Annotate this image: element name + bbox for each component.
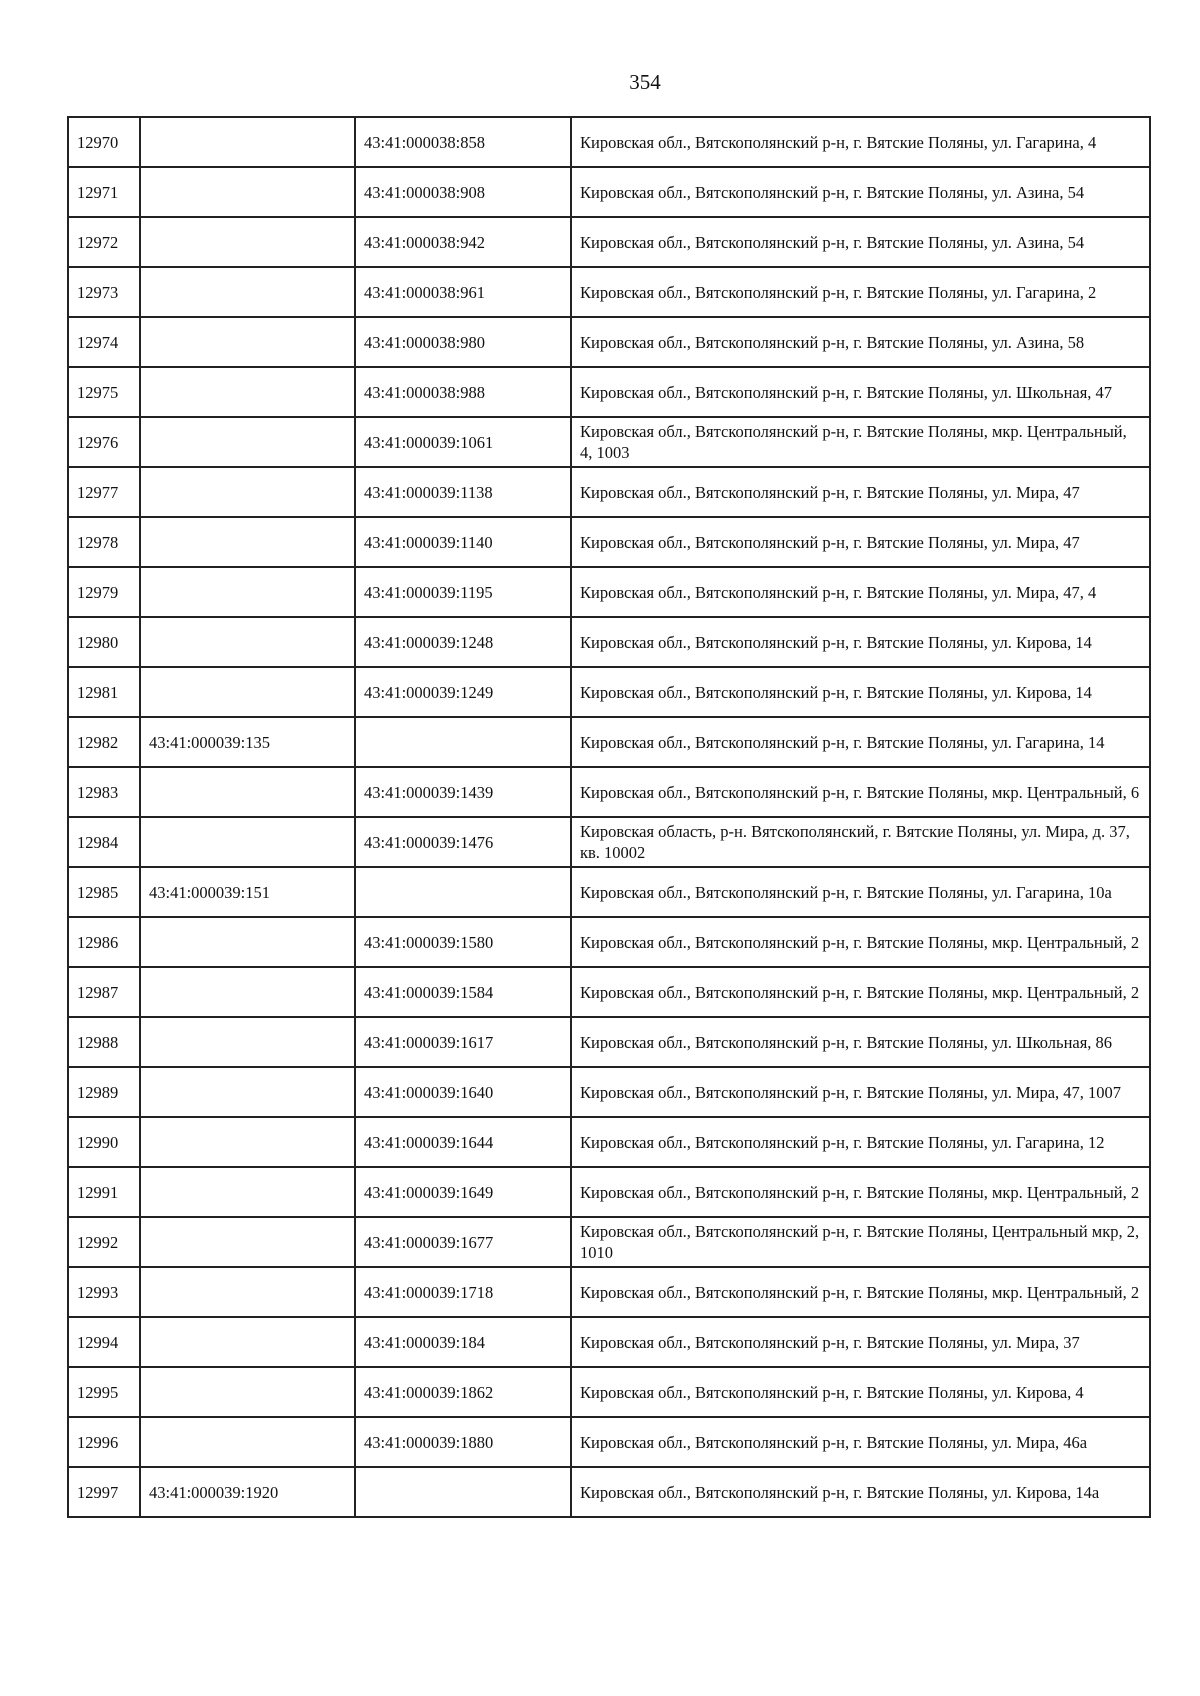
cadastral-number-cell — [140, 1267, 355, 1317]
object-cadastral-number-cell: 43:41:000039:1248 — [355, 617, 571, 667]
row-number-cell: 12981 — [68, 667, 140, 717]
table-row — [68, 267, 1150, 317]
table-row — [68, 917, 1150, 967]
row-number-cell: 12997 — [68, 1467, 140, 1517]
table-row — [68, 567, 1150, 617]
table-row — [68, 1417, 1150, 1467]
object-cadastral-number-cell: 43:41:000038:980 — [355, 317, 571, 367]
table-row — [68, 767, 1150, 817]
table-row — [68, 1067, 1150, 1117]
cadastral-number-cell — [140, 1417, 355, 1467]
table-row — [68, 617, 1150, 667]
table-row — [68, 1017, 1150, 1067]
address-cell: Кировская обл., Вятскополянский р-н, г. Вятские Поляны, мкр. Центральный, 4, 1003 — [571, 417, 1150, 467]
address-cell: Кировская обл., Вятскополянский р-н, г. Вятские Поляны, ул. Мира, 47, 1007 — [571, 1067, 1150, 1117]
row-number-cell: 12989 — [68, 1067, 140, 1117]
object-cadastral-number-cell: 43:41:000039:1862 — [355, 1367, 571, 1417]
cadastral-number-cell — [140, 667, 355, 717]
row-number-cell: 12991 — [68, 1167, 140, 1217]
cadastral-number-cell — [140, 367, 355, 417]
table-row — [68, 317, 1150, 367]
object-cadastral-number-cell: 43:41:000038:942 — [355, 217, 571, 267]
address-cell: Кировская обл., Вятскополянский р-н, г. Вятские Поляны, ул. Гагарина, 10а — [571, 867, 1150, 917]
object-cadastral-number-cell: 43:41:000039:184 — [355, 1317, 571, 1367]
row-number-cell: 12987 — [68, 967, 140, 1017]
cadastral-number-cell — [140, 967, 355, 1017]
table-row — [68, 667, 1150, 717]
row-number-cell: 12974 — [68, 317, 140, 367]
object-cadastral-number-cell: 43:41:000039:1644 — [355, 1117, 571, 1167]
address-cell: Кировская обл., Вятскополянский р-н, г. Вятские Поляны, ул. Кирова, 14 — [571, 617, 1150, 667]
table-row — [68, 367, 1150, 417]
row-number-cell: 12970 — [68, 117, 140, 167]
cadastral-number-cell: 43:41:000039:151 — [140, 867, 355, 917]
address-cell: Кировская обл., Вятскополянский р-н, г. Вятские Поляны, ул. Гагарина, 2 — [571, 267, 1150, 317]
object-cadastral-number-cell — [355, 867, 571, 917]
table-row — [68, 467, 1150, 517]
registry-table — [67, 116, 1151, 1518]
address-cell: Кировская обл., Вятскополянский р-н, г. Вятские Поляны, ул. Кирова, 4 — [571, 1367, 1150, 1417]
row-number-cell: 12986 — [68, 917, 140, 967]
address-cell: Кировская обл., Вятскополянский р-н, г. Вятские Поляны, ул. Азина, 58 — [571, 317, 1150, 367]
table-row — [68, 717, 1150, 767]
page-number: 354 — [629, 70, 661, 94]
row-number-cell: 12973 — [68, 267, 140, 317]
address-cell: Кировская обл., Вятскополянский р-н, г. Вятские Поляны, ул. Кирова, 14 — [571, 667, 1150, 717]
address-cell: Кировская обл., Вятскополянский р-н, г. Вятские Поляны, мкр. Центральный, 2 — [571, 1167, 1150, 1217]
row-number-cell: 12995 — [68, 1367, 140, 1417]
cadastral-number-cell — [140, 1367, 355, 1417]
address-cell: Кировская обл., Вятскополянский р-н, г. Вятские Поляны, ул. Гагарина, 4 — [571, 117, 1150, 167]
table-row — [68, 1467, 1150, 1517]
table-row — [68, 817, 1150, 867]
object-cadastral-number-cell: 43:41:000038:961 — [355, 267, 571, 317]
cadastral-number-cell — [140, 417, 355, 467]
object-cadastral-number-cell: 43:41:000039:1195 — [355, 567, 571, 617]
address-cell: Кировская обл., Вятскополянский р-н, г. Вятские Поляны, ул. Мира, 46а — [571, 1417, 1150, 1467]
table-row — [68, 417, 1150, 467]
object-cadastral-number-cell: 43:41:000039:1138 — [355, 467, 571, 517]
table-row — [68, 117, 1150, 167]
table-row — [68, 1367, 1150, 1417]
table-row — [68, 1167, 1150, 1217]
object-cadastral-number-cell — [355, 717, 571, 767]
cadastral-number-cell — [140, 117, 355, 167]
registry-table-body — [68, 117, 1150, 1517]
table-row — [68, 1267, 1150, 1317]
row-number-cell: 12993 — [68, 1267, 140, 1317]
address-cell: Кировская обл., Вятскополянский р-н, г. Вятские Поляны, ул. Мира, 47, 4 — [571, 567, 1150, 617]
row-number-cell: 12985 — [68, 867, 140, 917]
row-number-cell: 12972 — [68, 217, 140, 267]
address-cell: Кировская обл., Вятскополянский р-н, г. Вятские Поляны, ул. Гагарина, 12 — [571, 1117, 1150, 1167]
cadastral-number-cell — [140, 567, 355, 617]
object-cadastral-number-cell: 43:41:000038:858 — [355, 117, 571, 167]
address-cell: Кировская обл., Вятскополянский р-н, г. Вятские Поляны, ул. Мира, 47 — [571, 467, 1150, 517]
cadastral-number-cell — [140, 1217, 355, 1267]
object-cadastral-number-cell: 43:41:000039:1476 — [355, 817, 571, 867]
object-cadastral-number-cell: 43:41:000038:908 — [355, 167, 571, 217]
object-cadastral-number-cell: 43:41:000039:1061 — [355, 417, 571, 467]
table-row — [68, 867, 1150, 917]
row-number-cell: 12978 — [68, 517, 140, 567]
object-cadastral-number-cell: 43:41:000039:1677 — [355, 1217, 571, 1267]
cadastral-number-cell — [140, 1067, 355, 1117]
row-number-cell: 12982 — [68, 717, 140, 767]
row-number-cell: 12975 — [68, 367, 140, 417]
cadastral-number-cell — [140, 1017, 355, 1067]
table-row — [68, 1317, 1150, 1367]
cadastral-number-cell — [140, 767, 355, 817]
address-cell: Кировская обл., Вятскополянский р-н, г. Вятские Поляны, Центральный мкр, 2, 1010 — [571, 1217, 1150, 1267]
object-cadastral-number-cell — [355, 1467, 571, 1517]
address-cell: Кировская обл., Вятскополянский р-н, г. Вятские Поляны, мкр. Центральный, 2 — [571, 967, 1150, 1017]
cadastral-number-cell — [140, 1117, 355, 1167]
row-number-cell: 12976 — [68, 417, 140, 467]
table-row — [68, 167, 1150, 217]
table-row — [68, 967, 1150, 1017]
object-cadastral-number-cell: 43:41:000039:1718 — [355, 1267, 571, 1317]
row-number-cell: 12984 — [68, 817, 140, 867]
address-cell: Кировская обл., Вятскополянский р-н, г. Вятские Поляны, ул. Мира, 47 — [571, 517, 1150, 567]
cadastral-number-cell — [140, 1167, 355, 1217]
object-cadastral-number-cell: 43:41:000039:1649 — [355, 1167, 571, 1217]
address-cell: Кировская область, р-н. Вятскополянский, г. Вятские Поляны, ул. Мира, д. 37, кв. 10002 — [571, 817, 1150, 867]
object-cadastral-number-cell: 43:41:000039:1617 — [355, 1017, 571, 1067]
table-row — [68, 517, 1150, 567]
object-cadastral-number-cell: 43:41:000039:1439 — [355, 767, 571, 817]
object-cadastral-number-cell: 43:41:000038:988 — [355, 367, 571, 417]
address-cell: Кировская обл., Вятскополянский р-н, г. Вятские Поляны, ул. Школьная, 86 — [571, 1017, 1150, 1067]
cadastral-number-cell — [140, 317, 355, 367]
address-cell: Кировская обл., Вятскополянский р-н, г. Вятские Поляны, ул. Кирова, 14а — [571, 1467, 1150, 1517]
cadastral-number-cell — [140, 517, 355, 567]
cadastral-number-cell: 43:41:000039:1920 — [140, 1467, 355, 1517]
row-number-cell: 12979 — [68, 567, 140, 617]
address-cell: Кировская обл., Вятскополянский р-н, г. Вятские Поляны, ул. Азина, 54 — [571, 167, 1150, 217]
address-cell: Кировская обл., Вятскополянский р-н, г. Вятские Поляны, мкр. Центральный, 2 — [571, 1267, 1150, 1317]
row-number-cell: 12971 — [68, 167, 140, 217]
cadastral-number-cell: 43:41:000039:135 — [140, 717, 355, 767]
row-number-cell: 12988 — [68, 1017, 140, 1067]
cadastral-number-cell — [140, 1317, 355, 1367]
cadastral-number-cell — [140, 217, 355, 267]
address-cell: Кировская обл., Вятскополянский р-н, г. Вятские Поляны, ул. Школьная, 47 — [571, 367, 1150, 417]
object-cadastral-number-cell: 43:41:000039:1140 — [355, 517, 571, 567]
address-cell: Кировская обл., Вятскополянский р-н, г. Вятские Поляны, ул. Гагарина, 14 — [571, 717, 1150, 767]
row-number-cell: 12992 — [68, 1217, 140, 1267]
cadastral-number-cell — [140, 917, 355, 967]
table-row — [68, 1117, 1150, 1167]
object-cadastral-number-cell: 43:41:000039:1880 — [355, 1417, 571, 1467]
cadastral-number-cell — [140, 167, 355, 217]
object-cadastral-number-cell: 43:41:000039:1640 — [355, 1067, 571, 1117]
cadastral-number-cell — [140, 267, 355, 317]
address-cell: Кировская обл., Вятскополянский р-н, г. Вятские Поляны, ул. Азина, 54 — [571, 217, 1150, 267]
object-cadastral-number-cell: 43:41:000039:1580 — [355, 917, 571, 967]
row-number-cell: 12983 — [68, 767, 140, 817]
table-row — [68, 1217, 1150, 1267]
cadastral-number-cell — [140, 617, 355, 667]
row-number-cell: 12980 — [68, 617, 140, 667]
cadastral-number-cell — [140, 817, 355, 867]
address-cell: Кировская обл., Вятскополянский р-н, г. Вятские Поляны, мкр. Центральный, 6 — [571, 767, 1150, 817]
object-cadastral-number-cell: 43:41:000039:1584 — [355, 967, 571, 1017]
row-number-cell: 12990 — [68, 1117, 140, 1167]
row-number-cell: 12996 — [68, 1417, 140, 1467]
row-number-cell: 12977 — [68, 467, 140, 517]
address-cell: Кировская обл., Вятскополянский р-н, г. Вятские Поляны, мкр. Центральный, 2 — [571, 917, 1150, 967]
address-cell: Кировская обл., Вятскополянский р-н, г. Вятские Поляны, ул. Мира, 37 — [571, 1317, 1150, 1367]
cadastral-number-cell — [140, 467, 355, 517]
row-number-cell: 12994 — [68, 1317, 140, 1367]
table-row — [68, 217, 1150, 267]
object-cadastral-number-cell: 43:41:000039:1249 — [355, 667, 571, 717]
